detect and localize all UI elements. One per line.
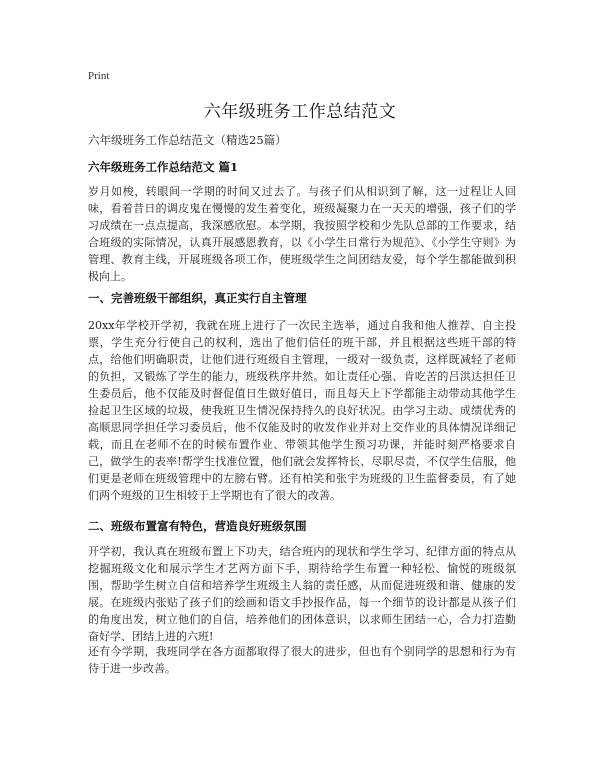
intro-paragraph: 岁月如梭，转眼间一学期的时间又过去了。与孩子们从相识到了解，这一过程让人回味，看着昔日的调皮鬼在慢慢的发生着变化，班级凝聚力在一天天的增强，孩子们的学习成绩在一点点提高，我深感欣慰。本学期，我按照学校和少先队总部的工作要求，结合班级的实际情况，认真开展感恩教育，以《小学生日常行为规范》、《小学生守则》为管理、教育主线，开展班级各项工作，使班级学生之间团结友爱，每个学生都能做到积极向上。 [88,185,516,283]
print-label: Print [88,70,110,82]
section1-paragraph: 20xx年学校开学初，我就在班上进行了一次民主选举，通过自我和他人推荐、自主投票，学生充分行使自己的权利，选出了他们信任的班干部，并且根据这些班干部的特点，给他们明确职责，让他们进行班级自主管理，一级对一级负责，这样既减轻了老师的负担，又锻炼了学生的能力，班级秩序井然。如让责任心强、肯吃苦的吕洪达担任卫生委员后，他不仅能及时督促值日生做好值日，而且每天上下学都能主动带动其他学生捡起卫生区域的垃圾，使我班卫生情况保持持久的良好状况。由学习主动、成绩优秀的高顺思同学担任学习委员后，他不仅能及时的收发作业并对上交作业的具体情况详细记载，而且在老师不在的时候布置作业、带领其他学生预习功课，并能时刻严格要求自己，做学生的表率!帮学生找准位置，他们就会发挥特长、尽职尽责，不仅学生信服，他们更是老师在班级管理中的左膀右臂。还有柏笑和张宇为班级的卫生监督委员，有了她们两个班级的卫生相较于上学期也有了很大的改善。 [88,319,516,502]
document-subtitle: 六年级班务工作总结范文（精选25篇） [88,133,287,147]
part-heading: 六年级班务工作总结范文 篇1 [88,160,239,174]
section2-heading: 二、班级布置富有特色，营造良好班级氛围 [88,519,307,533]
closing-paragraph: 还有今学期，我班同学在各方面都取得了很大的进步，但也有个别同学的思想和行为有待于进一步改善。 [88,645,516,675]
section2-paragraph: 开学初，我认真在班级布置上下功夫，结合班内的现状和学生学习、纪律方面的特点从挖掘班级文化和展示学生才艺两方面下手，期待给学生布置一种轻松、愉悦的班级氛围，帮助学生树立自信和培养学生班级主人翁的责任感，从而促进班级和谐、健康的发展。在班级内张贴了孩子们的绘画和语文手抄报作品，每一个细节的设计都是从孩子们的角度出发，树立他们的自信，培养他们的团体意识，以求师生团结一心，合力打造勤奋好学、团结上进的六班! [88,545,516,643]
document-title: 六年级班务工作总结范文 [203,102,397,122]
section1-heading: 一、完善班级干部组织，真正实行自主管理 [88,291,307,305]
